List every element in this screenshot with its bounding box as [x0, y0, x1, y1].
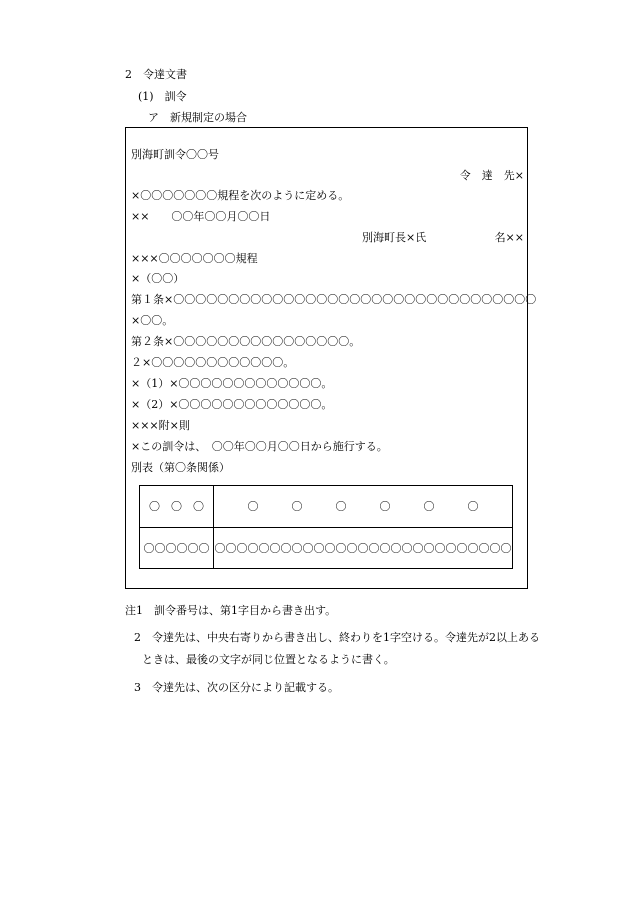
preamble: ×〇〇〇〇〇〇〇規程を次のように定める。	[131, 189, 350, 202]
article1-line1: 第１条×〇〇〇〇〇〇〇〇〇〇〇〇〇〇〇〇〇〇〇〇〇〇〇〇〇〇〇〇〇〇〇〇〇	[131, 293, 537, 306]
note-1: 注1 訓令番号は、第1字目から書き出す。	[125, 604, 337, 617]
signer-name-left: 別海町長×氏	[362, 231, 427, 244]
item-2: ×（2）×〇〇〇〇〇〇〇〇〇〇〇〇〇。	[131, 398, 333, 411]
table-row-divider	[140, 527, 512, 528]
table-cell-r2c1: 〇〇〇〇〇〇	[143, 542, 210, 555]
issue-date: ×× 〇〇年〇〇月〇〇日	[131, 210, 271, 223]
note-2-line2: ときは、最後の文字が同じ位置となるように書く。	[142, 653, 395, 666]
item-1: ×（1）×〇〇〇〇〇〇〇〇〇〇〇〇〇。	[131, 377, 333, 390]
section-heading: 2 令達文書	[125, 68, 187, 81]
signer-name-right: 名××	[494, 231, 524, 244]
article2: 第２条×〇〇〇〇〇〇〇〇〇〇〇〇〇〇〇〇。	[131, 335, 361, 348]
note-3: 3 令達先は、次の区分により記載する。	[134, 681, 339, 694]
supplementary-provisions: ×××附×則	[131, 419, 190, 432]
subsection-heading: (1) 訓令	[138, 90, 187, 103]
table-cell-r1c2: 〇 〇 〇 〇 〇 〇	[247, 500, 479, 513]
article1-line2: ×〇〇。	[131, 314, 174, 327]
recipient: 令 達 先×	[459, 169, 524, 182]
item-heading: ア 新規制定の場合	[148, 111, 247, 124]
annex-table	[139, 485, 513, 569]
paragraph2: ２×〇〇〇〇〇〇〇〇〇〇〇〇。	[131, 356, 295, 369]
table-cell-r2c2: 〇〇〇〇〇〇〇〇〇〇〇〇〇〇〇〇〇〇〇〇〇〇〇〇〇〇〇	[214, 542, 512, 555]
article-caption: ×（〇〇）	[131, 272, 185, 285]
annex-title: 別表（第〇条関係）	[131, 461, 230, 474]
table-cell-r1c1: 〇 〇 〇	[149, 500, 204, 513]
regulation-title: ×××〇〇〇〇〇〇〇規程	[131, 252, 258, 265]
order-number: 別海町訓令〇〇号	[131, 148, 219, 161]
note-2-line1: 2 令達先は、中央右寄りから書き出し、終わりを1字空ける。令達先が2以上ある	[134, 631, 540, 644]
enforcement-clause: ×この訓令は、 〇〇年〇〇月〇〇日から施行する。	[131, 440, 388, 453]
